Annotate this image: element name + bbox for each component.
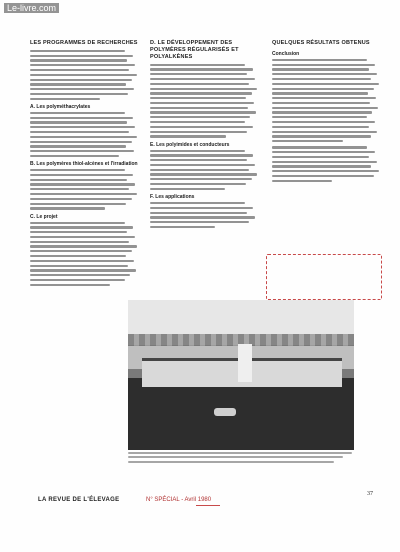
text-line — [150, 173, 257, 175]
text-line — [30, 121, 127, 123]
text-line — [272, 97, 376, 99]
paragraph-text — [150, 202, 258, 228]
text-line — [30, 174, 133, 176]
red-underline — [196, 505, 220, 506]
text-line — [30, 55, 133, 57]
text-line — [272, 102, 370, 104]
text-line — [150, 126, 253, 128]
text-line — [30, 79, 132, 81]
text-line — [30, 59, 127, 61]
text-line — [30, 241, 129, 243]
text-line — [30, 88, 134, 90]
text-line — [272, 64, 375, 66]
text-line — [150, 68, 253, 70]
text-line — [150, 159, 247, 161]
text-line — [30, 245, 137, 247]
section-heading: F. Les applications — [150, 193, 195, 200]
text-line — [150, 107, 248, 109]
stadium-photo — [128, 300, 354, 450]
paragraph-text — [272, 146, 380, 182]
text-line — [30, 179, 127, 181]
text-line — [150, 64, 245, 66]
text-line — [272, 88, 374, 90]
text-line — [272, 78, 371, 80]
text-line — [30, 203, 126, 205]
text-line — [150, 116, 250, 118]
paragraph-text — [30, 222, 138, 286]
text-line — [272, 107, 378, 109]
page-number: 37 — [367, 491, 373, 497]
column-1 — [30, 40, 138, 290]
section-heading: B. Les polymères thiol-alcènes et l'irradiation — [30, 161, 138, 168]
text-line — [150, 73, 247, 75]
text-line — [272, 121, 375, 123]
text-line — [272, 151, 375, 153]
text-line — [30, 93, 128, 95]
text-line — [150, 121, 245, 123]
text-line — [30, 236, 135, 238]
paragraph-text — [150, 64, 258, 138]
text-line — [272, 126, 369, 128]
text-line — [30, 222, 125, 224]
text-line — [272, 175, 374, 177]
text-line — [272, 161, 377, 163]
text-line — [272, 59, 367, 61]
car-shape — [214, 408, 236, 416]
section-heading: D. LE DÉVELOPPEMENT DES POLYMÈRES RÉGULARISÉS ET POLYALKÈNES — [150, 40, 239, 60]
text-line — [150, 226, 215, 228]
text-line — [272, 68, 369, 70]
text-line — [30, 183, 135, 185]
text-line — [150, 88, 257, 90]
text-line — [30, 126, 135, 128]
text-line — [272, 135, 371, 137]
text-line — [150, 83, 249, 85]
text-line — [30, 69, 129, 71]
text-line — [150, 154, 253, 156]
text-line — [150, 207, 253, 209]
text-line — [150, 178, 252, 180]
text-line — [30, 136, 137, 138]
text-line — [30, 141, 132, 143]
text-line — [150, 221, 249, 223]
photo-caption — [128, 452, 352, 467]
column-2 — [150, 40, 258, 232]
text-line — [150, 188, 225, 190]
text-line — [272, 170, 379, 172]
text-line — [30, 269, 136, 271]
text-line — [150, 102, 254, 104]
footer-issue-label: N° SPÉCIAL - Avril 1980 — [146, 497, 212, 503]
text-line — [272, 116, 367, 118]
paragraph-text — [30, 50, 138, 100]
text-line — [30, 155, 119, 157]
paragraph-text — [272, 59, 380, 142]
watermark-label: Le-livre.com — [4, 3, 59, 13]
text-line — [150, 164, 255, 166]
text-line — [30, 64, 135, 66]
section-heading: QUELQUES RÉSULTATS OBTENUS — [272, 40, 370, 46]
text-line — [150, 169, 249, 171]
text-line — [30, 112, 125, 114]
text-line — [30, 145, 126, 147]
text-line — [30, 74, 137, 76]
text-line — [30, 207, 105, 209]
text-line — [30, 131, 129, 133]
section-heading: C. Le projet — [30, 213, 58, 220]
text-line — [30, 279, 125, 281]
text-line — [30, 169, 125, 171]
text-line — [272, 111, 372, 113]
text-line — [30, 226, 133, 228]
text-line — [272, 146, 367, 148]
paragraph-text — [30, 169, 138, 209]
column-3 — [272, 40, 380, 186]
text-line — [272, 83, 379, 85]
text-line — [272, 92, 368, 94]
text-line — [30, 265, 128, 267]
text-line — [272, 180, 332, 182]
section-heading: LES PROGRAMMES DE RECHERCHES — [30, 40, 138, 46]
section-heading: Conclusion — [272, 50, 300, 57]
text-line — [272, 140, 343, 142]
paragraph-text — [30, 112, 138, 157]
text-line — [30, 231, 127, 233]
text-line — [150, 150, 245, 152]
text-line — [30, 198, 132, 200]
text-line — [30, 117, 133, 119]
text-line — [272, 156, 369, 158]
text-line — [30, 50, 125, 52]
text-line — [30, 260, 134, 262]
text-line — [150, 97, 246, 99]
text-line — [150, 135, 226, 137]
paragraph-text — [150, 150, 258, 190]
text-line — [150, 202, 245, 204]
section-heading: E. Les polyimides et conducteurs — [150, 141, 230, 148]
text-line — [150, 212, 247, 214]
text-line — [30, 150, 134, 152]
text-line — [30, 193, 137, 195]
tower-building — [238, 344, 252, 382]
text-line — [150, 111, 256, 113]
text-line — [150, 131, 247, 133]
text-line — [30, 255, 126, 257]
text-line — [150, 92, 252, 94]
text-line — [30, 250, 132, 252]
text-line — [30, 284, 110, 286]
text-line — [30, 83, 126, 85]
footer-journal-title: LA REVUE DE L'ÉLEVAGE — [38, 497, 120, 503]
text-line — [30, 98, 100, 100]
text-line — [272, 73, 377, 75]
text-line — [150, 216, 255, 218]
text-line — [30, 274, 130, 276]
section-heading: A. Les polyméthacrylates — [30, 103, 91, 110]
text-line — [30, 188, 129, 190]
text-line — [150, 183, 246, 185]
text-line — [272, 165, 371, 167]
text-line — [272, 131, 377, 133]
text-line — [150, 78, 255, 80]
handwritten-annotation-box — [266, 254, 382, 300]
